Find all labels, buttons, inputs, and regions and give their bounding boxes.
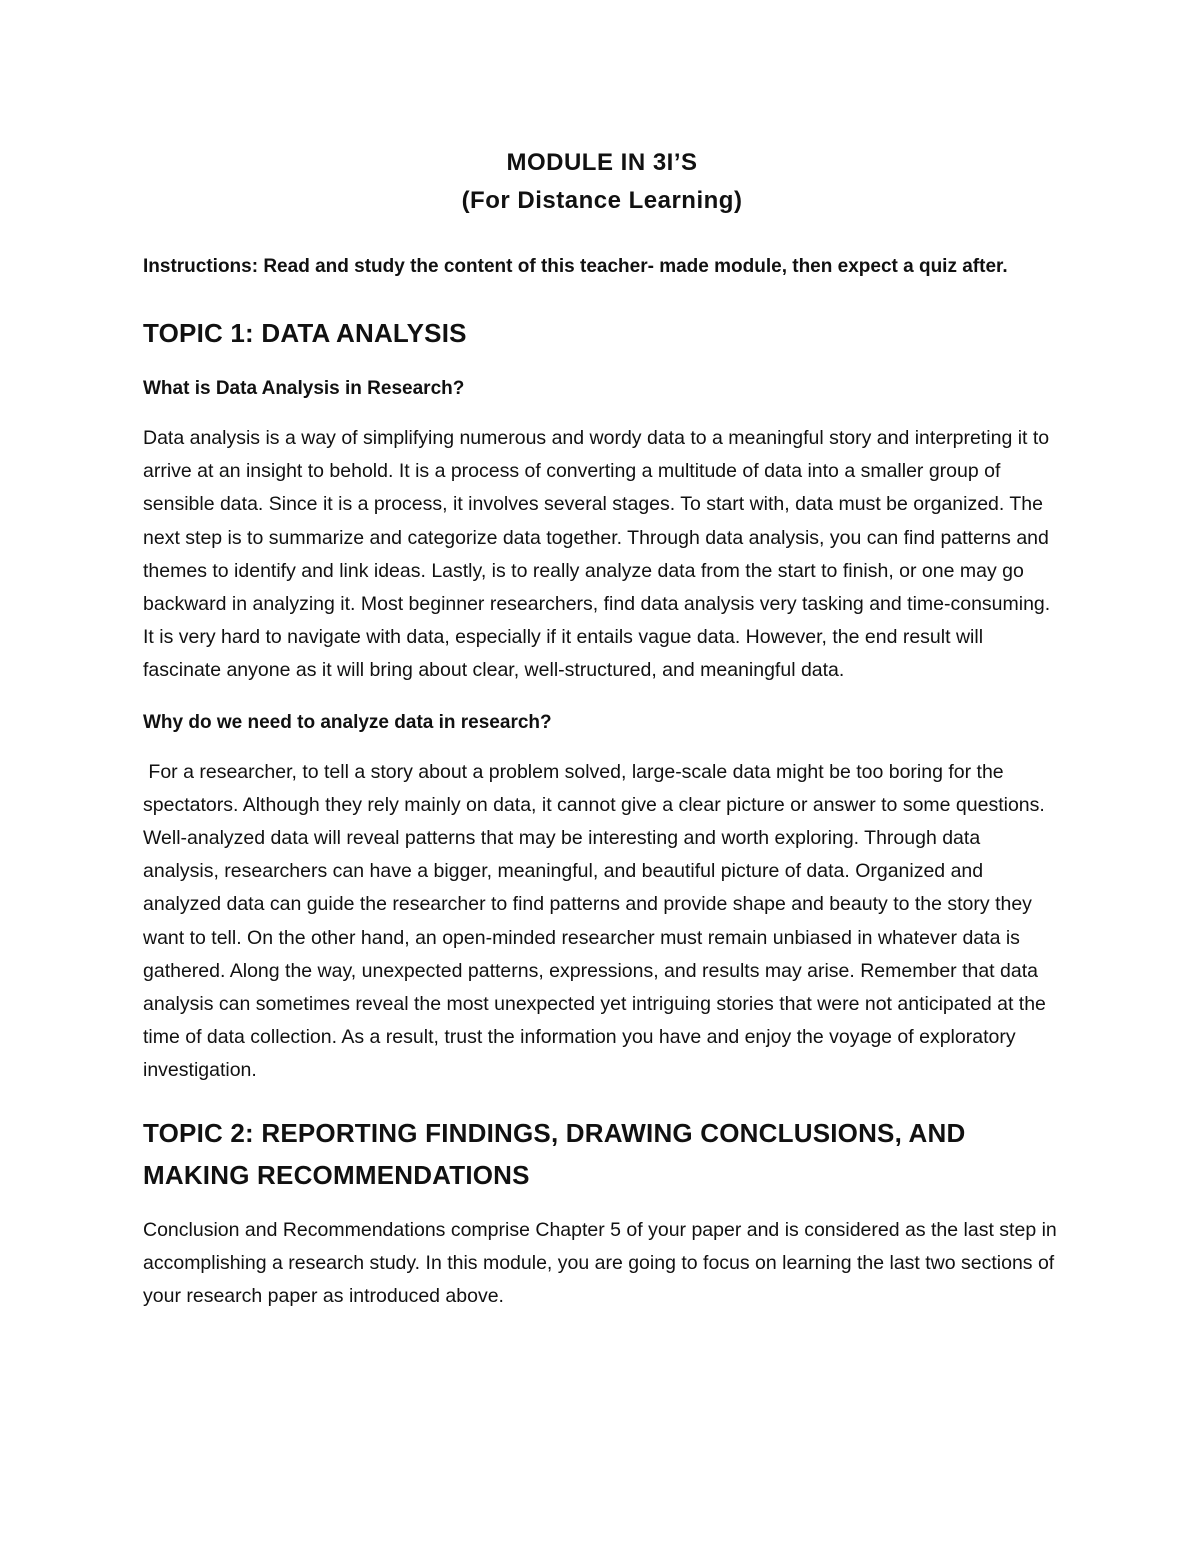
topic-1-question-2: Why do we need to analyze data in research?	[143, 711, 552, 733]
module-title	[143, 144, 1061, 220]
topic-2-heading: TOPIC 2: REPORTING FINDINGS, DRAWING CONCLUSIONS, AND MAKING RECOMMENDATIONS	[143, 1117, 966, 1190]
topic-1-question-1: What is Data Analysis in Research?	[143, 378, 465, 399]
document-body	[143, 144, 1061, 1313]
title-line-1: MODULE IN 3I’S	[506, 149, 698, 176]
topic-2-paragraph-1: Conclusion and Recommendations comprise Chapter 5 of your paper and is considered as the last step in accomplishing a research study. In this module, you are going to focus on learning the last two sections of your research paper as introduced above.	[143, 1218, 1057, 1308]
topic-1-heading: TOPIC 1: DATA ANALYSIS	[143, 318, 467, 348]
instructions-text: Instructions: Read and study the content of this teacher- made module, then expect a quiz after.	[143, 256, 1008, 277]
topic-1-paragraph-1: Data analysis is a way of simplifying numerous and wordy data to a meaningful story and interpreting it to arrive at an insight to behold. It is a process of converting a multitude of data into a smaller group of sensible data. Since it is a process, it involves several stages. To start with, data must be organized. The next step is to summarize and categorize data together. Through data analysis, you can find patterns and themes to identify and link ideas. Lastly, is to really analyze data from the start to finish, or one may go backward in analyzing it. Most beginner researchers, find data analysis very tasking and time-consuming. It is very hard to navigate with data, especially if it entails vague data. However, the end result will fascinate anyone as it will bring about clear, well-structured, and meaningful data.	[143, 427, 1051, 682]
title-line-2: (For Distance Learning)	[461, 187, 743, 214]
topic-1-paragraph-2: For a researcher, to tell a story about a problem solved, large-scale data might be too boring for the spectators. Although they rely mainly on data, it cannot give a clear picture or answer to some questions. Well-analyzed data will reveal patterns that may be interesting and worth exploring. Through data analysis, researchers can have a bigger, meaningful, and beautiful picture of data. Organized and analyzed data can guide the researcher to find patterns and provide shape and beauty to the story they want to tell. On the other hand, an open-minded researcher must remain unbiased in whatever data is gathered. Along the way, unexpected patterns, expressions, and results may arise. Remember that data analysis can sometimes reveal the most unexpected yet intriguing stories that were not anticipated at the time of data collection. As a result, trust the information you have and enjoy the voyage of exploratory investigation.	[143, 760, 1052, 1082]
